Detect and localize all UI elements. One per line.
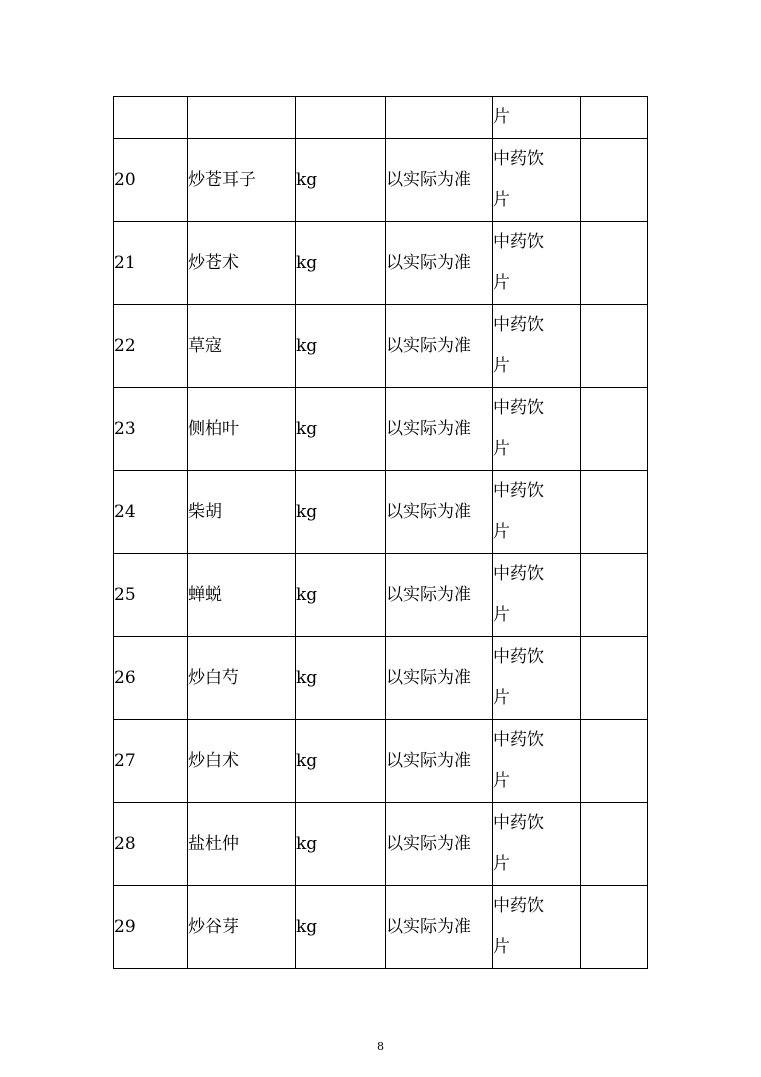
- num-cell: 26: [114, 637, 188, 720]
- unit-cell: kg: [296, 139, 386, 222]
- category-line-2: 片: [493, 273, 510, 293]
- qty-cell: 以实际为准: [386, 637, 493, 720]
- table-row-continued: [114, 97, 648, 139]
- name-cell: [188, 97, 296, 139]
- remark-cell: [581, 886, 648, 969]
- unit-cell: kg: [296, 471, 386, 554]
- qty-cell: 以实际为准: [386, 803, 493, 886]
- num-cell: 27: [114, 720, 188, 803]
- unit-cell: kg: [296, 222, 386, 305]
- num-cell: 20: [114, 139, 188, 222]
- page-number: 8: [377, 1040, 384, 1053]
- remark-cell: [581, 139, 648, 222]
- name-cell: 炒白术: [188, 720, 296, 803]
- herb-list-table: [113, 96, 648, 969]
- name-cell: 炒苍术: [188, 222, 296, 305]
- table-row: [114, 139, 648, 222]
- qty-cell: 以实际为准: [386, 554, 493, 637]
- num-cell: [114, 97, 188, 139]
- category-line-2: 片: [493, 937, 510, 957]
- remark-cell: [581, 471, 648, 554]
- num-cell: 24: [114, 471, 188, 554]
- table-row: [114, 720, 648, 803]
- remark-cell: [581, 97, 648, 139]
- category-cell: [493, 222, 581, 305]
- category-line-1: 中药饮: [493, 398, 544, 418]
- remark-cell: [581, 222, 648, 305]
- category-line-1: 中药饮: [493, 730, 544, 750]
- num-cell: 25: [114, 554, 188, 637]
- category-line-2: 片: [493, 356, 510, 376]
- qty-cell: [386, 97, 493, 139]
- category-line-2: 片: [493, 605, 510, 625]
- name-cell: 草寇: [188, 305, 296, 388]
- category-line-1: 中药饮: [493, 315, 544, 335]
- table-row: [114, 803, 648, 886]
- category-line-1: 中药饮: [493, 232, 544, 252]
- table-row: [114, 305, 648, 388]
- table-row: [114, 886, 648, 969]
- num-cell: 28: [114, 803, 188, 886]
- table-row: [114, 554, 648, 637]
- category-line-1: 中药饮: [493, 564, 544, 584]
- num-cell: 21: [114, 222, 188, 305]
- name-cell: 盐杜仲: [188, 803, 296, 886]
- category-line-2: 片: [493, 854, 510, 874]
- unit-cell: kg: [296, 637, 386, 720]
- category-line-2: 片: [493, 439, 510, 459]
- remark-cell: [581, 305, 648, 388]
- category-line-1: 中药饮: [493, 481, 544, 501]
- category-line-2: 片: [493, 688, 510, 708]
- qty-cell: 以实际为准: [386, 720, 493, 803]
- category-line-2: 片: [493, 190, 510, 210]
- remark-cell: [581, 720, 648, 803]
- category-line-1: 中药饮: [493, 647, 544, 667]
- unit-cell: kg: [296, 886, 386, 969]
- unit-cell: kg: [296, 803, 386, 886]
- table-row: [114, 388, 648, 471]
- qty-cell: 以实际为准: [386, 886, 493, 969]
- category-cell: 片: [493, 97, 581, 139]
- name-cell: 炒谷芽: [188, 886, 296, 969]
- qty-cell: 以实际为准: [386, 471, 493, 554]
- unit-cell: kg: [296, 305, 386, 388]
- category-line-2: 片: [493, 771, 510, 791]
- unit-cell: kg: [296, 388, 386, 471]
- remark-cell: [581, 388, 648, 471]
- qty-cell: 以实际为准: [386, 305, 493, 388]
- remark-cell: [581, 554, 648, 637]
- qty-cell: 以实际为准: [386, 222, 493, 305]
- name-cell: 炒苍耳子: [188, 139, 296, 222]
- category-cell: [493, 637, 581, 720]
- unit-cell: [296, 97, 386, 139]
- name-cell: 侧柏叶: [188, 388, 296, 471]
- qty-cell: 以实际为准: [386, 388, 493, 471]
- category-cell: [493, 305, 581, 388]
- category-cell: [493, 886, 581, 969]
- category-cell: [493, 388, 581, 471]
- remark-cell: [581, 803, 648, 886]
- category-line-1: 中药饮: [493, 149, 544, 169]
- name-cell: 柴胡: [188, 471, 296, 554]
- name-cell: 蝉蜕: [188, 554, 296, 637]
- num-cell: 23: [114, 388, 188, 471]
- category-line-1: 中药饮: [493, 813, 544, 833]
- name-cell: 炒白芍: [188, 637, 296, 720]
- table-row: [114, 637, 648, 720]
- category-line-2: 片: [493, 522, 510, 542]
- remark-cell: [581, 637, 648, 720]
- category-cell: [493, 554, 581, 637]
- table-row: [114, 471, 648, 554]
- num-cell: 29: [114, 886, 188, 969]
- qty-cell: 以实际为准: [386, 139, 493, 222]
- category-cell: [493, 471, 581, 554]
- category-cell: [493, 803, 581, 886]
- category-line-1: 中药饮: [493, 896, 544, 916]
- num-cell: 22: [114, 305, 188, 388]
- category-cell: [493, 720, 581, 803]
- category-cell: [493, 139, 581, 222]
- table-row: [114, 222, 648, 305]
- unit-cell: kg: [296, 720, 386, 803]
- unit-cell: kg: [296, 554, 386, 637]
